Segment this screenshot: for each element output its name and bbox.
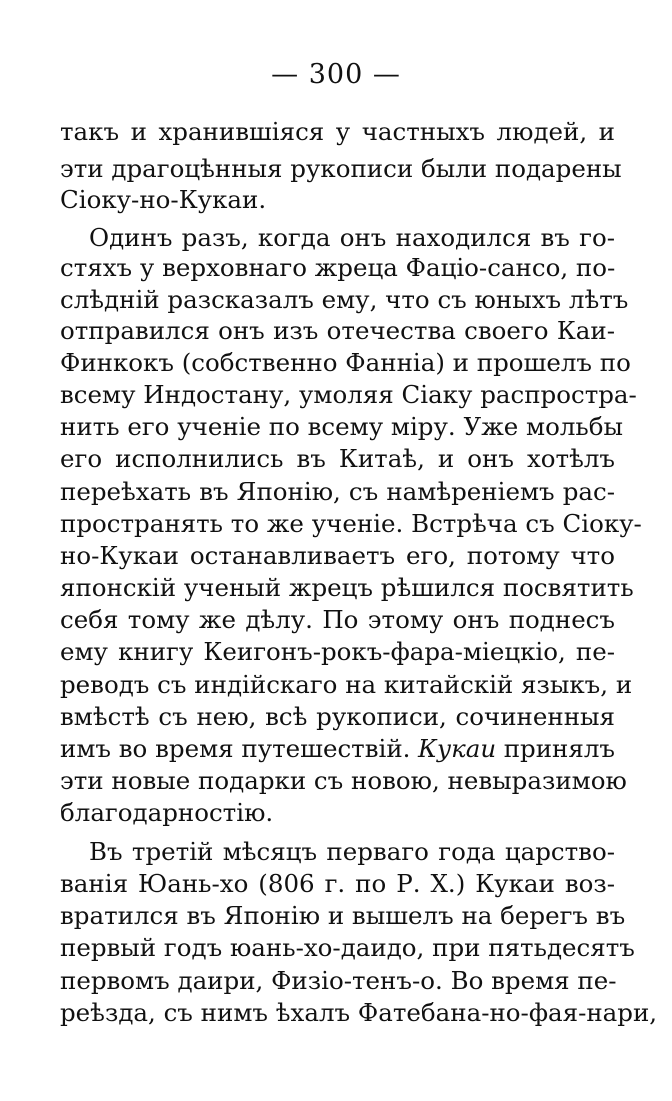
text-line: Финкокъ (собственно Фанніа) и прошелъ по [60, 348, 631, 377]
text-line: себя тому же дѣлу. По этому онъ поднесъ [60, 605, 615, 634]
text-fragment: имъ во время путешествій. [60, 734, 411, 763]
text-line: первый годъ юань-хо-даидо, при пятьдесятъ [60, 933, 635, 962]
text-line: японскій ученый жрецъ рѣшился посвятить [60, 573, 634, 602]
text-line: Въ третій мѣсяцъ перваго года царство- [89, 837, 615, 866]
text-line: реѣзда, съ нимъ ѣхалъ Фатебана-но-фая-нари, [60, 998, 658, 1027]
text-line: эти новые подарки съ новою, невыразимою [60, 766, 627, 795]
text-line: нить его ученіе по всему міру. Уже мольбы [60, 412, 623, 441]
text-line: благодарностію. [60, 798, 274, 827]
text-line: Сіоку-но-Кукаи. [60, 185, 267, 214]
text-line: такъ и хранившіяся у частныхъ людей, и [60, 117, 615, 146]
page-number: — 300 — [271, 59, 401, 90]
text-line: вмѣстѣ съ нею, всѣ рукописи, сочиненныя [60, 702, 615, 731]
text-line: отправился онъ изъ отечества своего Каи- [60, 316, 615, 345]
text-line: вратился въ Японію и вышелъ на берегъ въ [60, 901, 626, 930]
text-line: его исполнились въ Китаѣ, и онъ хотѣлъ [60, 444, 615, 473]
text-line: пространять то же ученіе. Встрѣча съ Сіоку- [60, 509, 642, 538]
text-line: ванія Юань-хо (806 г. по Р. Х.) Кукаи воз- [60, 869, 615, 898]
text-line: но-Кукаи останавливаетъ его, потому что [60, 541, 615, 570]
italic-name: Кукаи [417, 734, 497, 763]
text-line-with-italic [60, 734, 615, 764]
text-line: переѣхать въ Японію, съ намѣреніемъ рас- [60, 477, 615, 506]
text-line: эти драгоцѣнныя рукописи были подарены [60, 154, 622, 183]
text-line: первомъ даири, Физіо-тенъ-о. Во время пе- [60, 966, 617, 995]
text-line: Одинъ разъ, когда онъ находился въ го- [89, 223, 615, 252]
text-line: ему книгу Кеигонъ-рокъ-фара-міецкіо, пе- [60, 637, 615, 666]
text-line: стяхъ у верховнаго жреца Фаціо-сансо, по- [60, 253, 616, 282]
text-fragment: принялъ [503, 734, 615, 763]
text-line: слѣдній разсказалъ ему, что съ юныхъ лѣтъ [60, 285, 629, 314]
text-line: реводъ съ индійскаго на китайскій языкъ, и [60, 670, 633, 699]
text-line: всему Индостану, умоляя Сіаку распростра- [60, 380, 637, 409]
